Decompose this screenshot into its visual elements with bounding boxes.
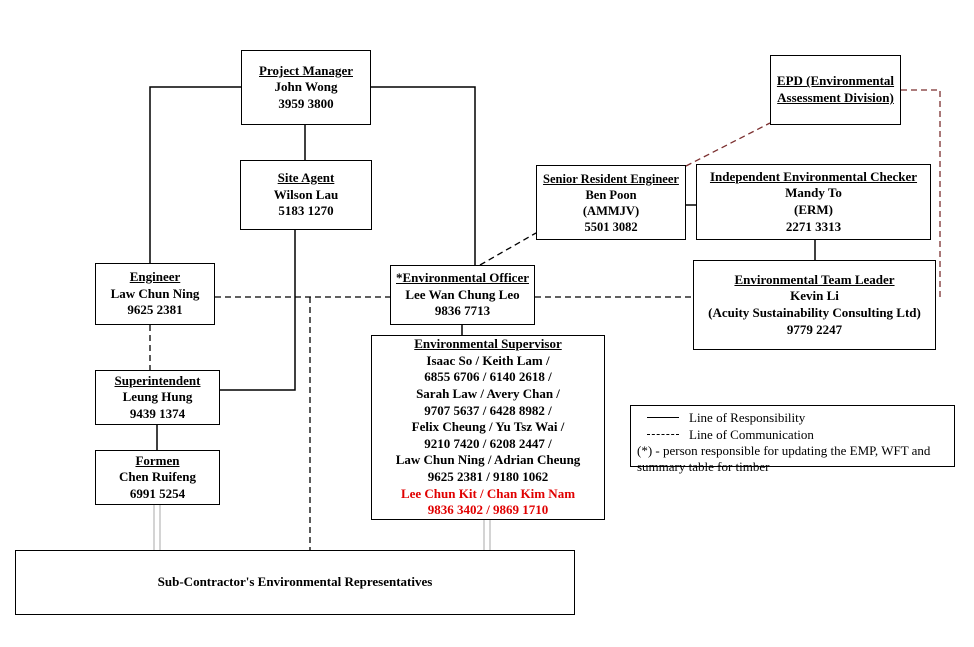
epd-title: EPD (Environmental Assessment Division)	[776, 73, 895, 105]
box-senior-resident-engineer	[536, 165, 686, 240]
box-environmental-team-leader	[693, 260, 936, 350]
legend	[630, 405, 955, 475]
legend-communication-row	[637, 426, 948, 443]
es-line: 9625 2381 / 9180 1062	[427, 469, 549, 485]
es-line: Law Chun Ning / Adrian Cheung	[395, 452, 581, 468]
etl-name: Kevin Li	[790, 288, 839, 304]
box-engineer	[95, 263, 215, 325]
iec-title: Independent Environmental Checker	[709, 168, 918, 184]
superintendent-phone: 9439 1374	[129, 405, 186, 421]
line-pm-to-engineer	[150, 87, 241, 263]
box-project-manager	[241, 50, 371, 125]
environmental-officer-name: Lee Wan Chung Leo	[405, 286, 520, 302]
sre-org: (AMMJV)	[582, 203, 640, 218]
es-line-highlighted: 9836 3402 / 9869 1710	[427, 502, 549, 518]
project-manager-name: John Wong	[274, 79, 338, 95]
legend-responsibility-label: Line of Responsibility	[689, 409, 806, 425]
box-environmental-officer	[390, 265, 535, 325]
engineer-name: Law Chun Ning	[110, 285, 200, 301]
line-pm-to-environmental-officer	[370, 87, 475, 265]
site-agent-title: Site Agent	[277, 170, 335, 186]
project-manager-phone: 3959 3800	[278, 95, 334, 111]
box-environmental-supervisor	[371, 335, 605, 520]
engineer-title: Engineer	[129, 269, 181, 285]
line-formen-to-subcontractor	[154, 505, 160, 550]
sub-contractor-title: Sub-Contractor's Environmental Representatives	[157, 574, 433, 590]
etl-org: (Acuity Sustainability Consulting Ltd)	[708, 305, 921, 320]
dashed-line-swatch	[647, 434, 679, 435]
box-independent-environmental-checker	[696, 164, 931, 240]
environmental-supervisor-title: Environmental Supervisor	[414, 336, 562, 352]
legend-communication-label: Line of Communication	[689, 426, 814, 442]
formen-title: Formen	[135, 452, 180, 468]
line-site-agent-to-superintendent	[220, 230, 295, 390]
etl-title: Environmental Team Leader	[734, 271, 895, 287]
legend-responsibility-row	[637, 409, 948, 426]
es-line: Felix Cheung / Yu Tsz Wai /	[411, 419, 565, 435]
line-es-to-subcontractor	[484, 520, 490, 550]
superintendent-name: Leung Hung	[122, 389, 193, 405]
engineer-phone: 9625 2381	[127, 302, 183, 318]
sre-phone: 5501 3082	[584, 219, 638, 234]
dash-sre-to-epd	[686, 123, 770, 166]
box-epd	[770, 55, 901, 125]
es-line: 6855 6706 / 6140 2618 /	[424, 369, 552, 385]
sre-name: Ben Poon	[585, 187, 637, 202]
box-superintendent	[95, 370, 220, 425]
es-line: Sarah Law / Avery Chan /	[416, 385, 560, 401]
box-sub-contractor-representatives	[15, 550, 575, 615]
es-line: 9210 7420 / 6208 2447 /	[424, 435, 552, 451]
formen-phone: 6991 5254	[129, 485, 186, 501]
etl-phone: 9779 2247	[786, 321, 843, 337]
iec-org: (ERM)	[794, 202, 833, 217]
environmental-officer-title: *Environmental Officer	[396, 270, 529, 286]
es-line: 9707 5637 / 6428 8982 /	[424, 402, 552, 418]
environmental-officer-phone: 9836 7713	[434, 303, 491, 319]
superintendent-title: Superintendent	[114, 372, 201, 388]
solid-line-swatch	[647, 417, 679, 418]
iec-name: Mandy To	[785, 185, 842, 201]
project-manager-title: Project Manager	[259, 62, 353, 78]
legend-asterisk-note: (*) - person responsible for updating the EMP, WFT and summary table for timber	[637, 443, 931, 475]
iec-phone: 2271 3313	[785, 218, 842, 234]
box-site-agent	[240, 160, 372, 230]
box-formen	[95, 450, 220, 505]
site-agent-name: Wilson Lau	[273, 186, 339, 202]
sre-title: Senior Resident Engineer	[543, 171, 679, 186]
site-agent-phone: 5183 1270	[278, 203, 334, 219]
formen-name: Chen Ruifeng	[119, 469, 196, 485]
es-line: Isaac So / Keith Lam /	[426, 352, 550, 368]
es-line-highlighted: Lee Chun Kit / Chan Kim Nam	[400, 485, 576, 501]
dash-eo-to-sre	[480, 233, 536, 265]
